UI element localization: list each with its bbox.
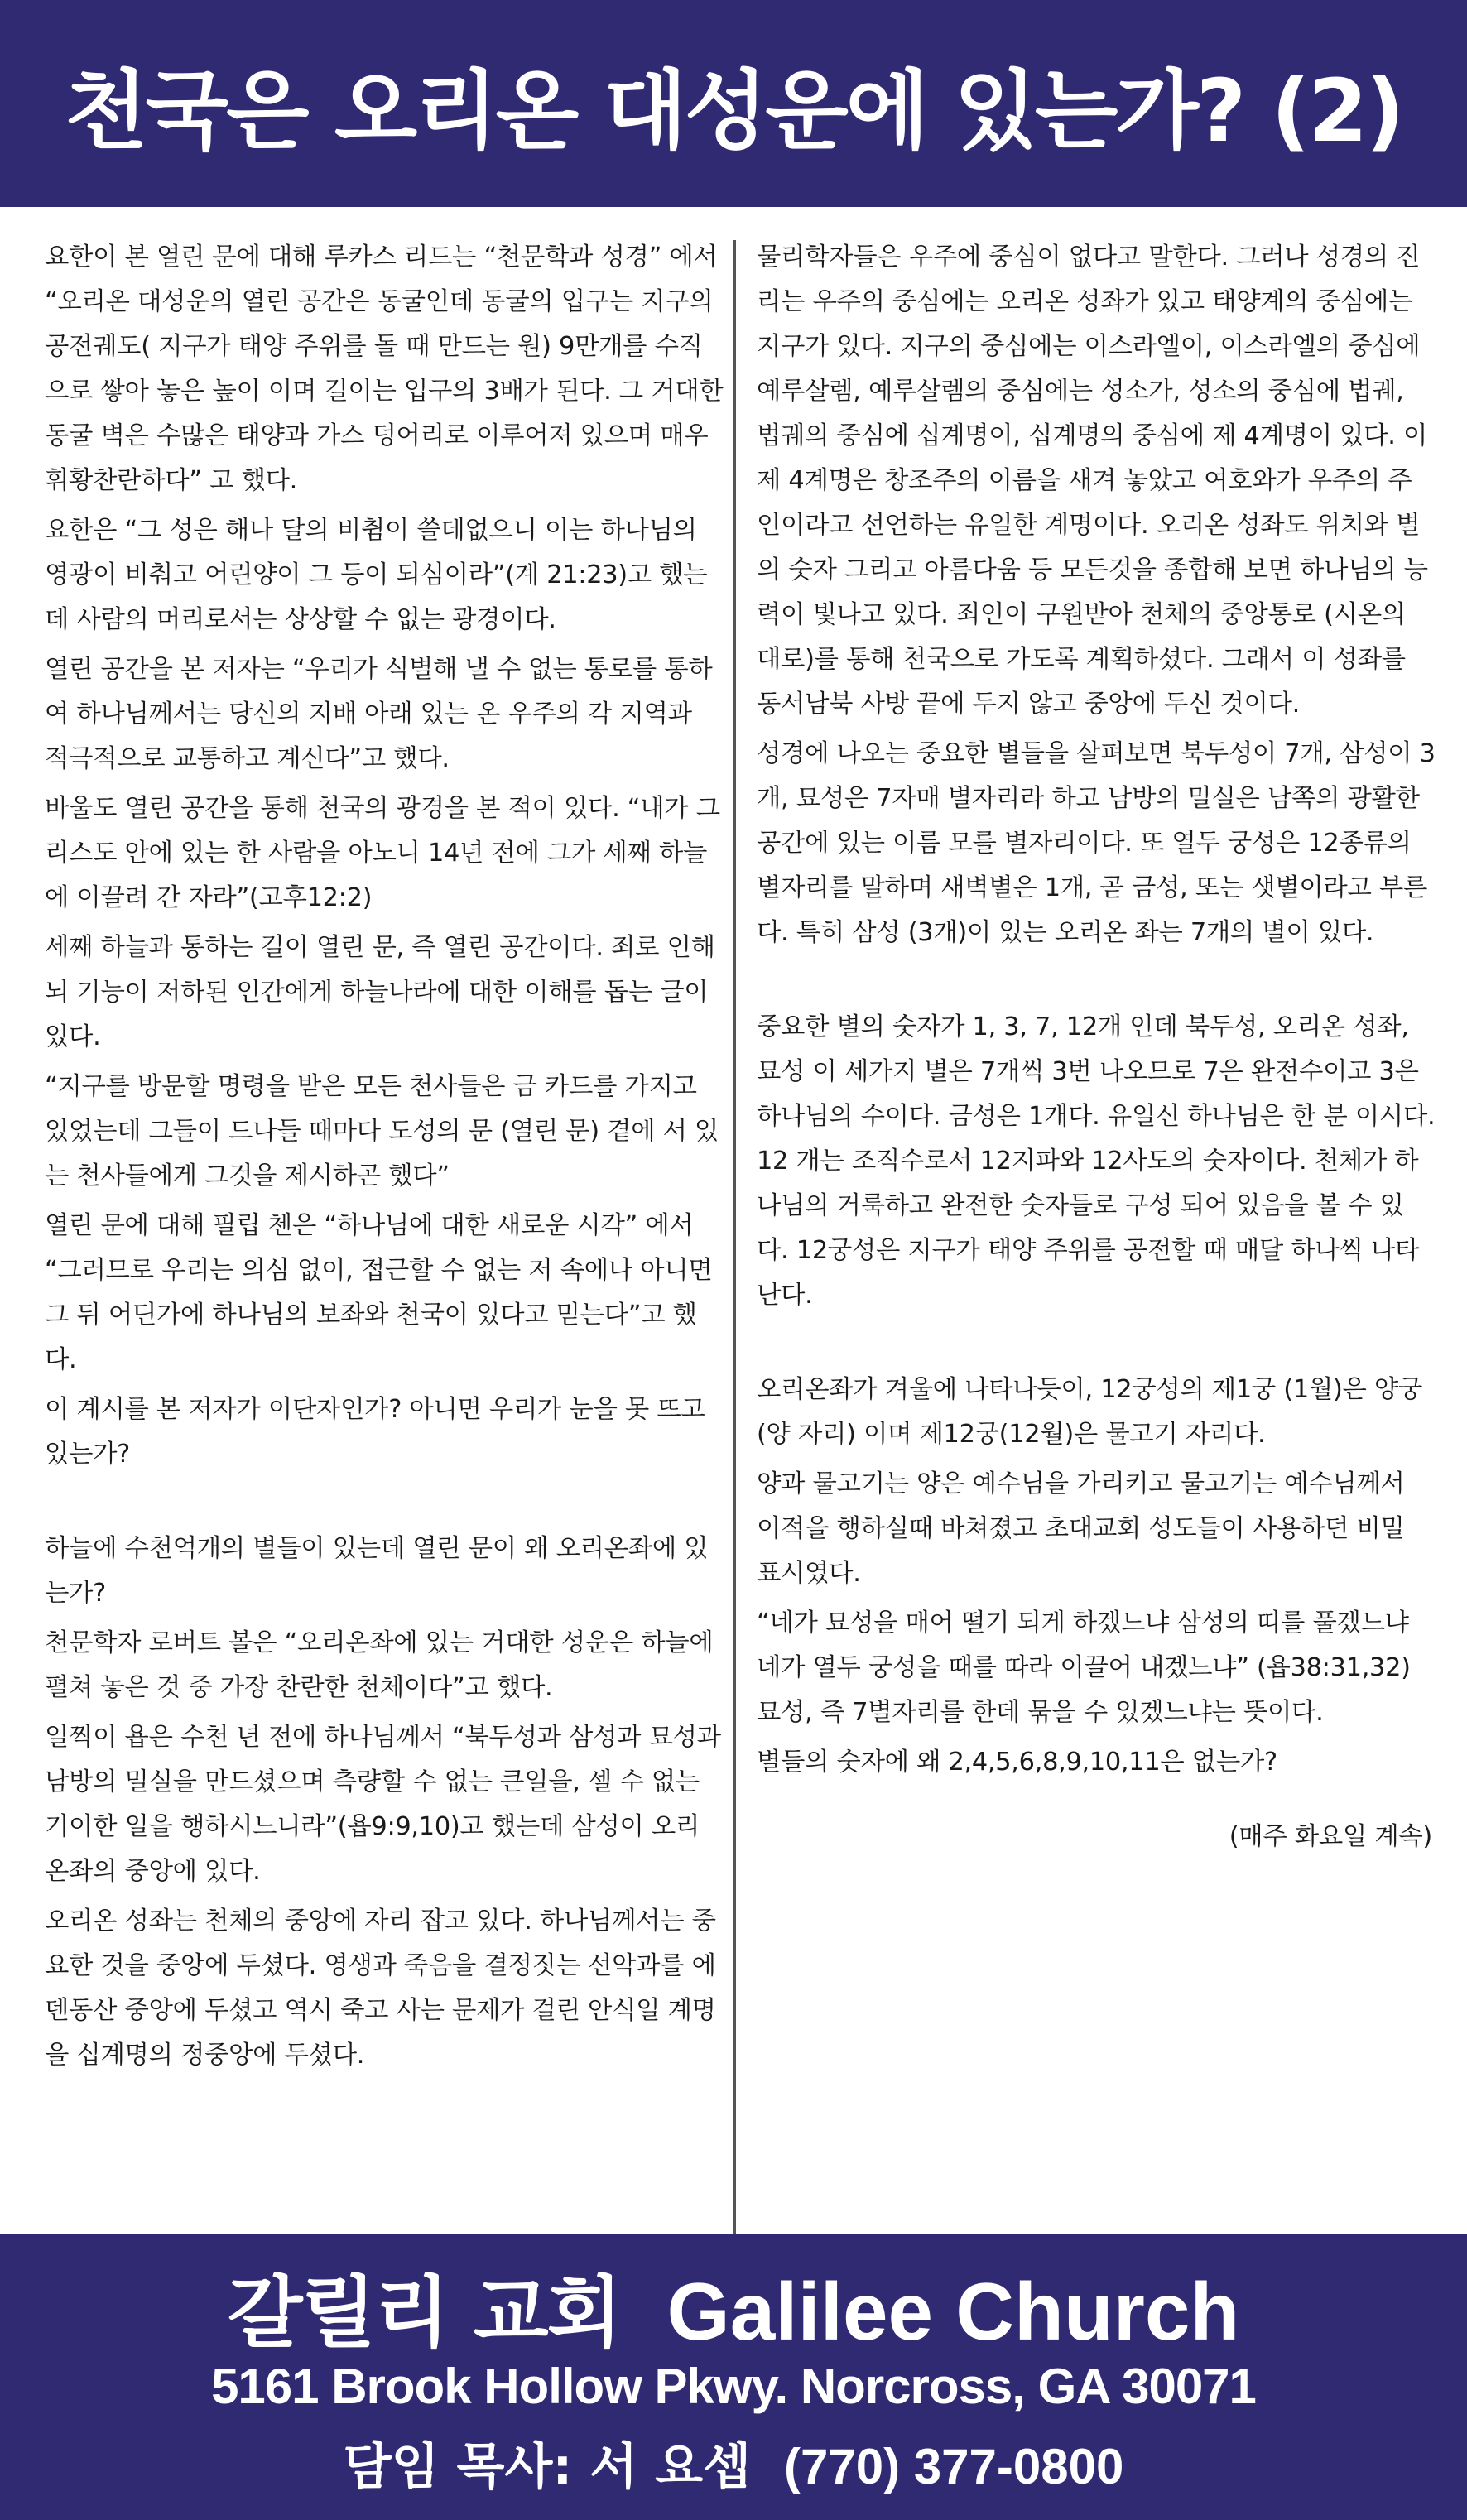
left-column: [45, 235, 724, 2083]
footer-banner: [0, 2234, 1467, 2520]
continuation-note: (매주 화요일 계속): [1229, 1822, 1432, 1851]
pastor-line: [0, 2427, 1467, 2498]
column-divider: [734, 240, 736, 2234]
right-column: [757, 235, 1436, 1864]
paragraph: 성경에 나오는 중요한 별들을 살펴보면 북두성이 7개, 삼성이 3개, 묘성은 7자매 별자리라 하고 남방의 밀실은 남쪽의 광활한 공간에 있는 이름 모를 별자리이다. 또 열두 궁성은 12종류의 별자리를 말하며 새벽별은 1개, 곧 금성, 또는 샛별이라고 부른다. 특히 삼성 (3개)이 있는 오리온 좌는 7개의 별이 있다.: [757, 739, 1436, 947]
church-name-korean: 갈릴리 교회: [227, 2268, 621, 2359]
spacer: [757, 1323, 1436, 1368]
paragraph: 오리온좌가 겨울에 나타나듯이, 12궁성의 제1궁 (1월)은 양궁 (양 자리) 이며 제12궁(12월)은 물고기 자리다.: [757, 1375, 1423, 1449]
paragraph: 세째 하늘과 통하는 길이 열린 문, 즉 열린 공간이다. 죄로 인해 뇌 기능이 저하된 인간에게 하늘나라에 대한 이해를 돕는 글이 있다.: [45, 933, 715, 1051]
paragraph: 양과 물고기는 양은 예수님을 가리키고 물고기는 예수님께서 이적을 행하실때 바쳐졌고 초대교회 성도들이 사용하던 비밀 표시였다.: [757, 1469, 1405, 1588]
article-body: [0, 207, 1467, 2234]
spacer: [757, 960, 1436, 1005]
paragraph: 이 계시를 본 저자가 이단자인가? 아니면 우리가 눈을 못 뜨고 있는가?: [45, 1395, 705, 1469]
pastor-name: 담임 목사: 서 요셉: [343, 2438, 752, 2496]
paragraph: 천문학자 로버트 볼은 “오리온좌에 있는 거대한 성운은 하늘에 펼쳐 놓은 것 중 가장 찬란한 천체이다”고 했다.: [45, 1628, 714, 1702]
paragraph: 별들의 숫자에 왜 2,4,5,6,8,9,10,11은 없는가?: [757, 1748, 1277, 1777]
paragraph: 물리학자들은 우주에 중심이 없다고 말한다. 그러나 성경의 진리는 우주의 중심에는 오리온 성좌가 있고 태양계의 중심에는 지구가 있다. 지구의 중심에는 이스라엘이, 이스라엘의 중심에 예루살렘, 예루살렘의 중심에는 성소가, 성소의 중심에 법궤, 법궤의 중심에 십계명이, 십계명의 중심에 제 4계명이 있다. 이 제 4계명은 창조주의 이름을 새겨 놓았고 여호와가 우주의 주인이라고 선언하는 유일한 계명이다. 오리온 성좌도 위치와 별의 숫자 그리고 아름다움 등 모든것을 종합해 보면 하나님의 능력이 빛나고 있다. 죄인이 구원받아 천체의 중앙통로 (시온의 대로)를 통해 천국으로 가도록 계획하셨다. 그래서 이 성좌를 동서남북 사방 끝에 두지 않고 중앙에 두신 것이다.: [757, 243, 1428, 719]
phone-number: (770) 377-0800: [784, 2439, 1124, 2494]
paragraph: 오리온 성좌는 천체의 중앙에 자리 잡고 있다. 하나님께서는 중요한 것을 중앙에 두셨다. 영생과 죽음을 결정짓는 선악과를 에덴동산 중앙에 두셨고 역시 죽고 사는 문제가 걸린 안식일 계명을 십계명의 정중앙에 두셨다.: [45, 1907, 716, 2070]
paragraph: 일찍이 욥은 수천 년 전에 하나님께서 “북두성과 삼성과 묘성과 남방의 밀실을 만드셨으며 측량할 수 없는 큰일을, 셀 수 없는 기이한 일을 행하시느니라”(욥9:9,10)고 했는데 삼성이 오리온좌의 중앙에 있다.: [45, 1723, 721, 1886]
paragraph: “지구를 방문할 명령을 받은 모든 천사들은 금 카드를 가지고 있었는데 그들이 드나들 때마다 도성의 문 (열린 문) 곁에 서 있는 천사들에게 그것을 제시하곤 했다”: [45, 1072, 719, 1190]
church-address: 5161 Brook Hollow Pkwy. Norcross, GA 30071: [211, 2359, 1256, 2414]
church-name: [0, 2250, 1467, 2362]
paragraph: 바울도 열린 공간을 통해 천국의 광경을 본 적이 있다. “내가 그리스도 안에 있는 한 사람을 아노니 14년 전에 그가 세째 하늘에 이끌려 간 자라”(고후12:2): [45, 794, 720, 912]
paragraph: 열린 문에 대해 필립 첸은 “하나님에 대한 새로운 시각” 에서 “그러므로 우리는 의심 없이, 접근할 수 없는 저 속에나 아니면 그 뒤 어딘가에 하나님의 보좌와 천국이 있다고 믿는다”고 했다.: [45, 1211, 713, 1374]
paragraph: 요한이 본 열린 문에 대해 루카스 리드는 “천문학과 성경” 에서 “오리온 대성운의 열린 공간은 동굴인데 동굴의 입구는 지구의 공전궤도( 지구가 태양 주위를 돌 때 만드는 원) 9만개를 수직으로 쌓아 놓은 높이 이며 길이는 입구의 3배가 된다. 그 거대한 동굴 벽은 수많은 태양과 가스 덩어리로 이루어져 있으며 매우 휘황찬란하다” 고 했다.: [45, 243, 724, 495]
paragraph: 열린 공간을 본 저자는 “우리가 식별해 낼 수 없는 통로를 통하여 하나님께서는 당신의 지배 아래 있는 온 우주의 각 지역과 적극적으로 교통하고 계신다”고 했다.: [45, 655, 713, 773]
paragraph: “네가 묘성을 매어 떨기 되게 하겠느냐 삼성의 띠를 풀겠느냐 네가 열두 궁성을 때를 따라 이끌어 내겠느냐” (욥38:31,32) 묘성, 즉 7별자리를 한데 묶을 수 있겠느냐는 뜻이다.: [757, 1609, 1411, 1727]
paragraph: 요한은 “그 성은 해나 달의 비췸이 쓸데없으니 이는 하나님의 영광이 비춰고 어린양이 그 등이 되심이라”(계 21:23)고 했는데 사람의 머리로서는 상상할 수 없는 광경이다.: [45, 516, 708, 634]
church-name-english: Galilee Church: [666, 2266, 1240, 2357]
paragraph: 하늘에 수천억개의 별들이 있는데 열린 문이 왜 오리온좌에 있는가?: [45, 1534, 709, 1608]
page-title: 천국은 오리온 대성운에 있는가? (2): [65, 60, 1402, 161]
title-banner: [0, 0, 1467, 207]
paragraph: 중요한 별의 숫자가 1, 3, 7, 12개 인데 북두성, 오리온 성좌, 묘성 이 세가지 별은 7개씩 3번 나오므로 7은 완전수이고 3은 하나님의 수이다. 금성은 1개다. 유일신 하나님은 한 분 이시다. 12 개는 조직수로서 12지파와 12사도의 숫자이다. 천체가 하나님의 거룩하고 완전한 숫자들로 구성 되어 있음을 볼 수 있다. 12궁성은 지구가 태양 주위를 공전할 때 매달 하나씩 나타난다.: [757, 1012, 1436, 1310]
spacer: [45, 1482, 724, 1527]
